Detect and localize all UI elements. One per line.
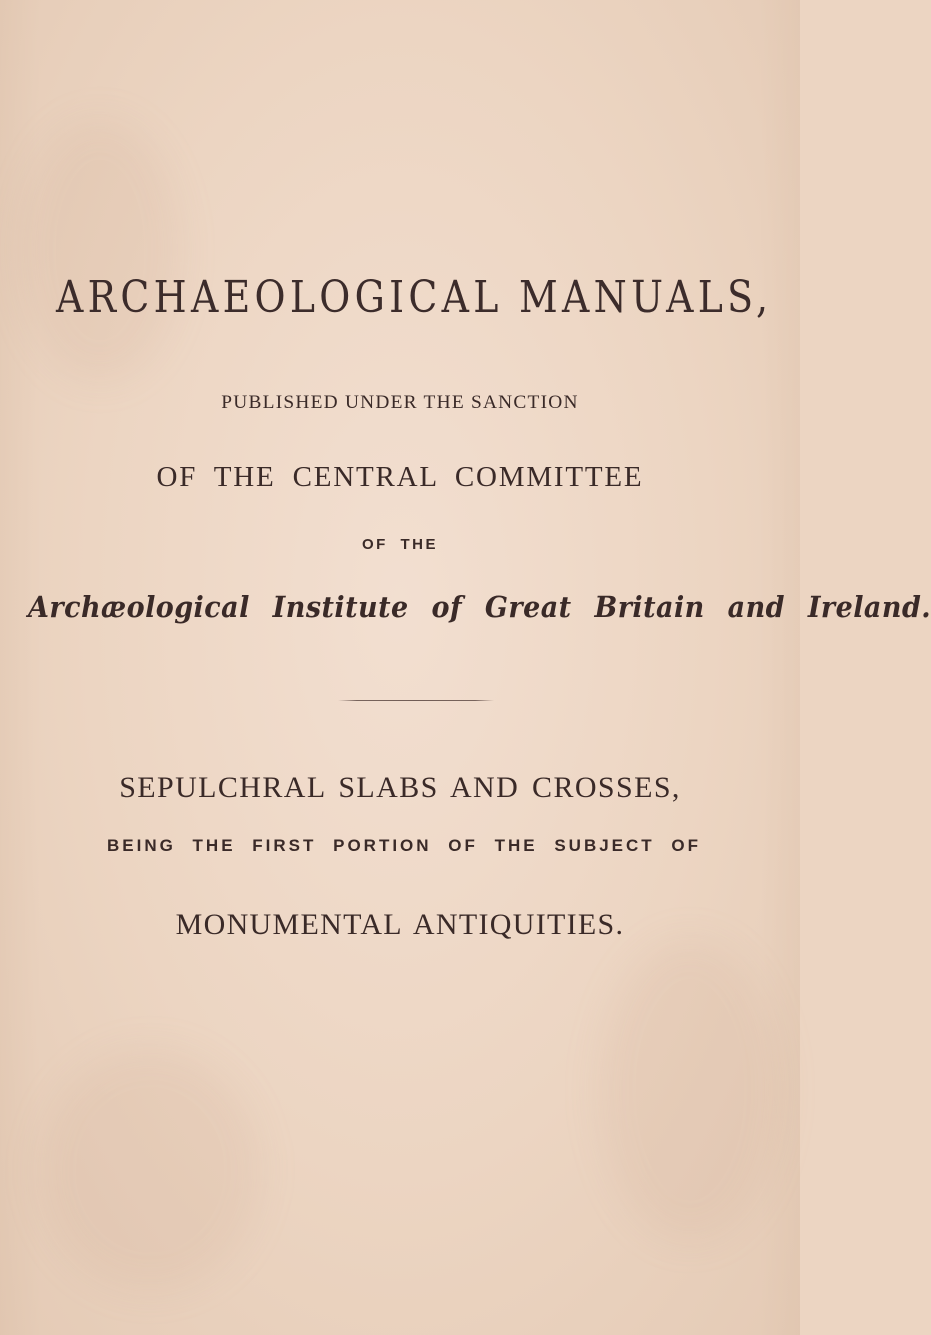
volume-title: SEPULCHRAL SLABS AND CROSSES, [119, 771, 681, 804]
portion-line: BEING THE FIRST PORTION OF THE SUBJECT OF [106, 836, 702, 855]
published-line: PUBLISHED UNDER THE SANCTION [221, 392, 579, 413]
paper-stain [20, 120, 180, 380]
series-title: ARCHAEOLOGICAL MANUALS, [56, 272, 773, 323]
subject-line: MONUMENTAL ANTIQUITIES. [175, 908, 625, 941]
paper-stain [40, 1050, 260, 1290]
committee-line: OF THE CENTRAL COMMITTEE [156, 461, 644, 493]
of-the-line: OF THE [362, 536, 438, 553]
paper-stain [600, 940, 780, 1240]
divider-rule [338, 700, 494, 701]
institute-line: Archæological Institute of Great Britain and Ireland. [28, 590, 931, 624]
